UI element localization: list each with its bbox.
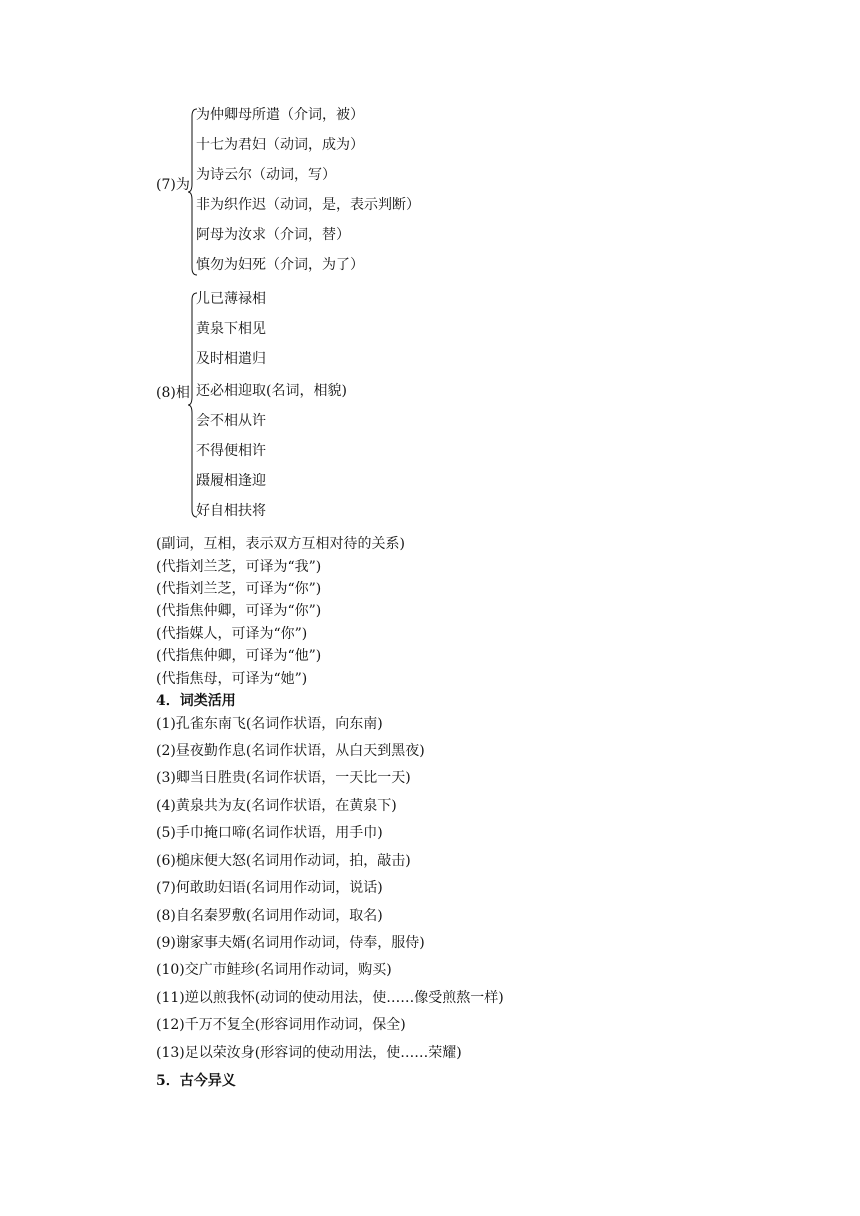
entry-xiang-8: 好自相扶将	[196, 503, 266, 519]
list-item: (5)手巾掩口啼(名词作状语，用手巾)	[156, 825, 383, 841]
list-item: (6)槌床便大怒(名词用作动词，拍，敲击)	[156, 853, 411, 869]
note-5: (代指媒人，可译为“你”)	[156, 626, 308, 642]
entry-xiang-3: 及时相遣归	[196, 351, 266, 367]
list-item: (7)何敢助妇语(名词用作动词，说话)	[156, 880, 383, 896]
group-wei	[156, 106, 456, 286]
entry-wei-2: 十七为君妇（动词，成为）	[196, 137, 364, 153]
entry-wei-6: 慎勿为妇死（介词，为了）	[196, 257, 364, 273]
list-item: (3)卿当日胜贵(名词作状语，一天比一天)	[156, 770, 411, 786]
list-item: (1)孔雀东南飞(名词作状语，向东南)	[156, 716, 383, 732]
entry-xiang-7: 蹑履相逢迎	[196, 473, 266, 489]
list-item: (13)足以荣汝身(形容词的使动用法，使……荣耀)	[156, 1045, 462, 1061]
note-2: (代指刘兰芝，可译为“我”)	[156, 559, 322, 575]
section-heading-5: 5．古今异义	[156, 1073, 236, 1089]
list-item: (8)自名秦罗敷(名词用作动词，取名)	[156, 908, 383, 924]
entry-wei-4: 非为织作迟（动词，是，表示判断）	[196, 197, 420, 213]
note-1: (副词，互相，表示双方互相对待的关系)	[156, 536, 405, 552]
list-item: (9)谢家事夫婿(名词用作动词，侍奉，服侍)	[156, 935, 425, 951]
entry-xiang-1: 儿已薄禄相	[196, 291, 266, 307]
note-6: (代指焦仲卿，可译为“他”)	[156, 648, 322, 664]
entry-wei-1: 为仲卿母所遣（介词，被）	[196, 107, 364, 123]
entry-xiang-2: 黄泉下相见	[196, 321, 266, 337]
note-4: (代指焦仲卿，可译为“你”)	[156, 603, 322, 619]
group-wei-label: (7)为	[156, 177, 190, 193]
list-item: (10)交广市鲑珍(名词用作动词，购买)	[156, 962, 392, 978]
group-xiang-label: (8)相	[156, 385, 190, 401]
note-7: (代指焦母，可译为“她”)	[156, 671, 308, 687]
group-xiang	[156, 290, 456, 530]
left-brace-icon	[188, 108, 198, 276]
entry-wei-3: 为诗云尔（动词，写）	[196, 167, 336, 183]
entry-wei-5: 阿母为汝求（介词，替）	[196, 227, 350, 243]
entry-xiang-5: 会不相从许	[196, 413, 266, 429]
entry-xiang-6: 不得便相许	[196, 443, 266, 459]
note-3: (代指刘兰芝，可译为“你”)	[156, 581, 322, 597]
list-item: (2)昼夜勤作息(名词作状语，从白天到黑夜)	[156, 743, 425, 759]
entry-xiang-4: 还必相迎取(名词，相貌)	[196, 383, 347, 399]
list-item: (4)黄泉共为友(名词作状语，在黄泉下)	[156, 798, 397, 814]
list-item: (11)逆以煎我怀(动词的使动用法，使……像受煎熬一样)	[156, 990, 504, 1006]
section-heading-4: 4．词类活用	[156, 693, 236, 709]
list-item: (12)千万不复全(形容词用作动词，保全)	[156, 1017, 406, 1033]
